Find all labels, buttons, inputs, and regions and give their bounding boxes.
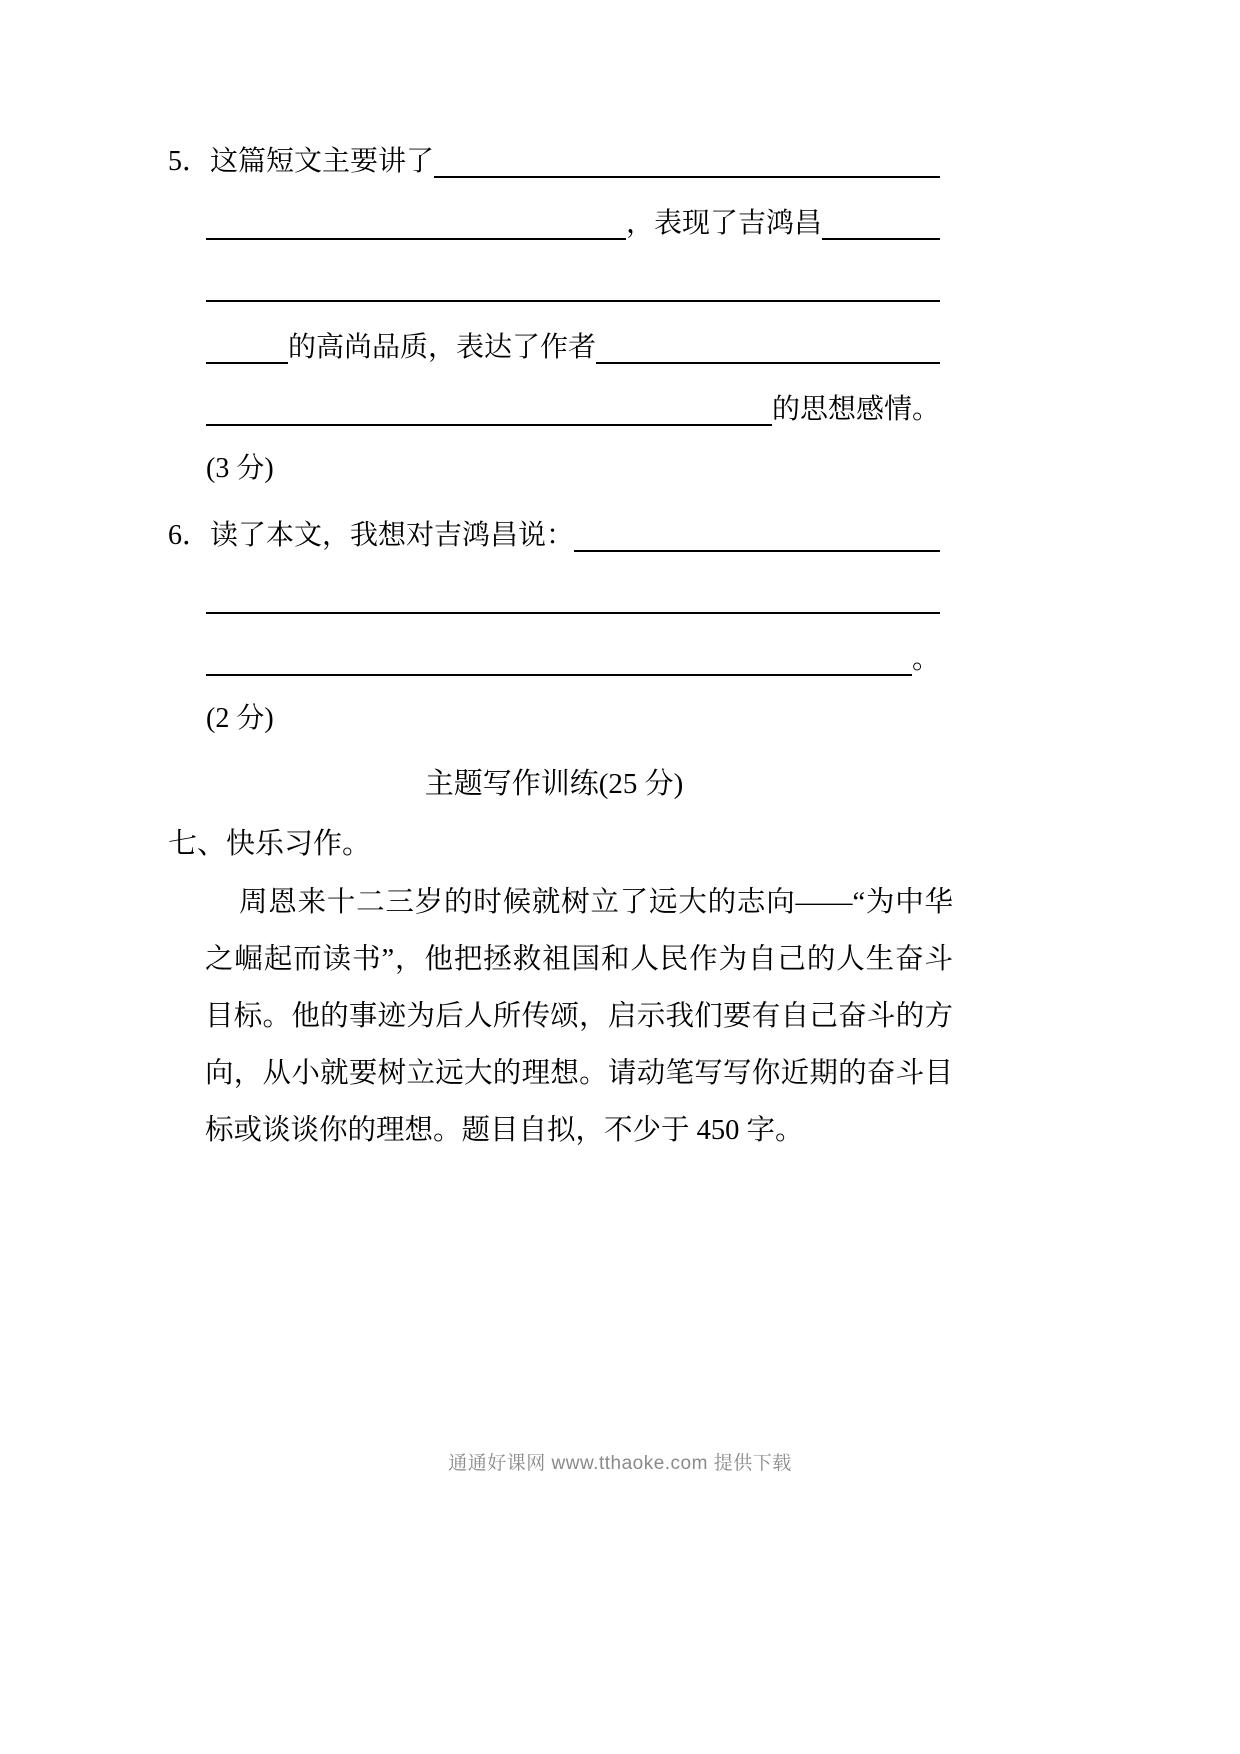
- question-7-paragraph: 周恩来十二三岁的时候就树立了远大的志向——“为中华之崛起而读书”，他把拯救祖国和人民作为自己的人生奋斗目标。他的事迹为后人所传颂，启示我们要有自己奋斗的方向，从小就要树立远大的理想。请动笔写写你近期的奋斗目标或谈谈你的理想。题目自拟，不少于 450 字。: [205, 887, 953, 1146]
- section-heading-writing-training: 主题写作训练(25 分): [424, 768, 684, 800]
- question-5-line-1: [168, 140, 940, 178]
- question-5: [168, 140, 940, 488]
- question-5-score: (3 分): [206, 453, 274, 484]
- answer-blank: [206, 264, 940, 302]
- answer-blank: [574, 514, 940, 552]
- answer-blank: [822, 202, 940, 240]
- question-6-number: 6．: [168, 519, 211, 551]
- question-6-period: 。: [911, 643, 940, 675]
- question-5-line-5: [168, 388, 940, 426]
- question-5-mid-text-2: 的高尚品质，表达了作者: [288, 331, 597, 363]
- question-6-line-2: [168, 576, 940, 614]
- answer-blank: [596, 326, 940, 364]
- question-5-line-3: [168, 264, 940, 302]
- question-6-score: (2 分): [206, 703, 274, 734]
- question-5-tail-text: 的思想感情。: [771, 393, 940, 425]
- worksheet-content: [168, 140, 953, 1159]
- answer-blank: [206, 202, 626, 240]
- answer-blank: [206, 576, 940, 614]
- answer-blank: [434, 140, 940, 178]
- question-7: [168, 824, 953, 1159]
- question-6-line-1: [168, 514, 940, 552]
- question-6-prompt-text: 读了本文，我想对吉鸿昌说：: [210, 519, 575, 551]
- answer-blank: [206, 326, 288, 364]
- question-5-mid-text-1: ，表现了吉鸿昌: [626, 207, 823, 239]
- question-6-line-3: [168, 638, 940, 676]
- question-6: [168, 514, 940, 738]
- question-7-title: 七、快乐习作。: [168, 828, 372, 860]
- answer-blank: [206, 388, 772, 426]
- question-5-number: 5．: [168, 145, 211, 177]
- question-5-intro-text: 这篇短文主要讲了: [210, 145, 435, 177]
- question-5-line-4: [168, 326, 940, 364]
- question-5-line-2: [168, 202, 940, 240]
- footer-watermark: 通通好课网 www.tthaoke.com 提供下载: [448, 1453, 792, 1474]
- answer-blank: [206, 638, 912, 676]
